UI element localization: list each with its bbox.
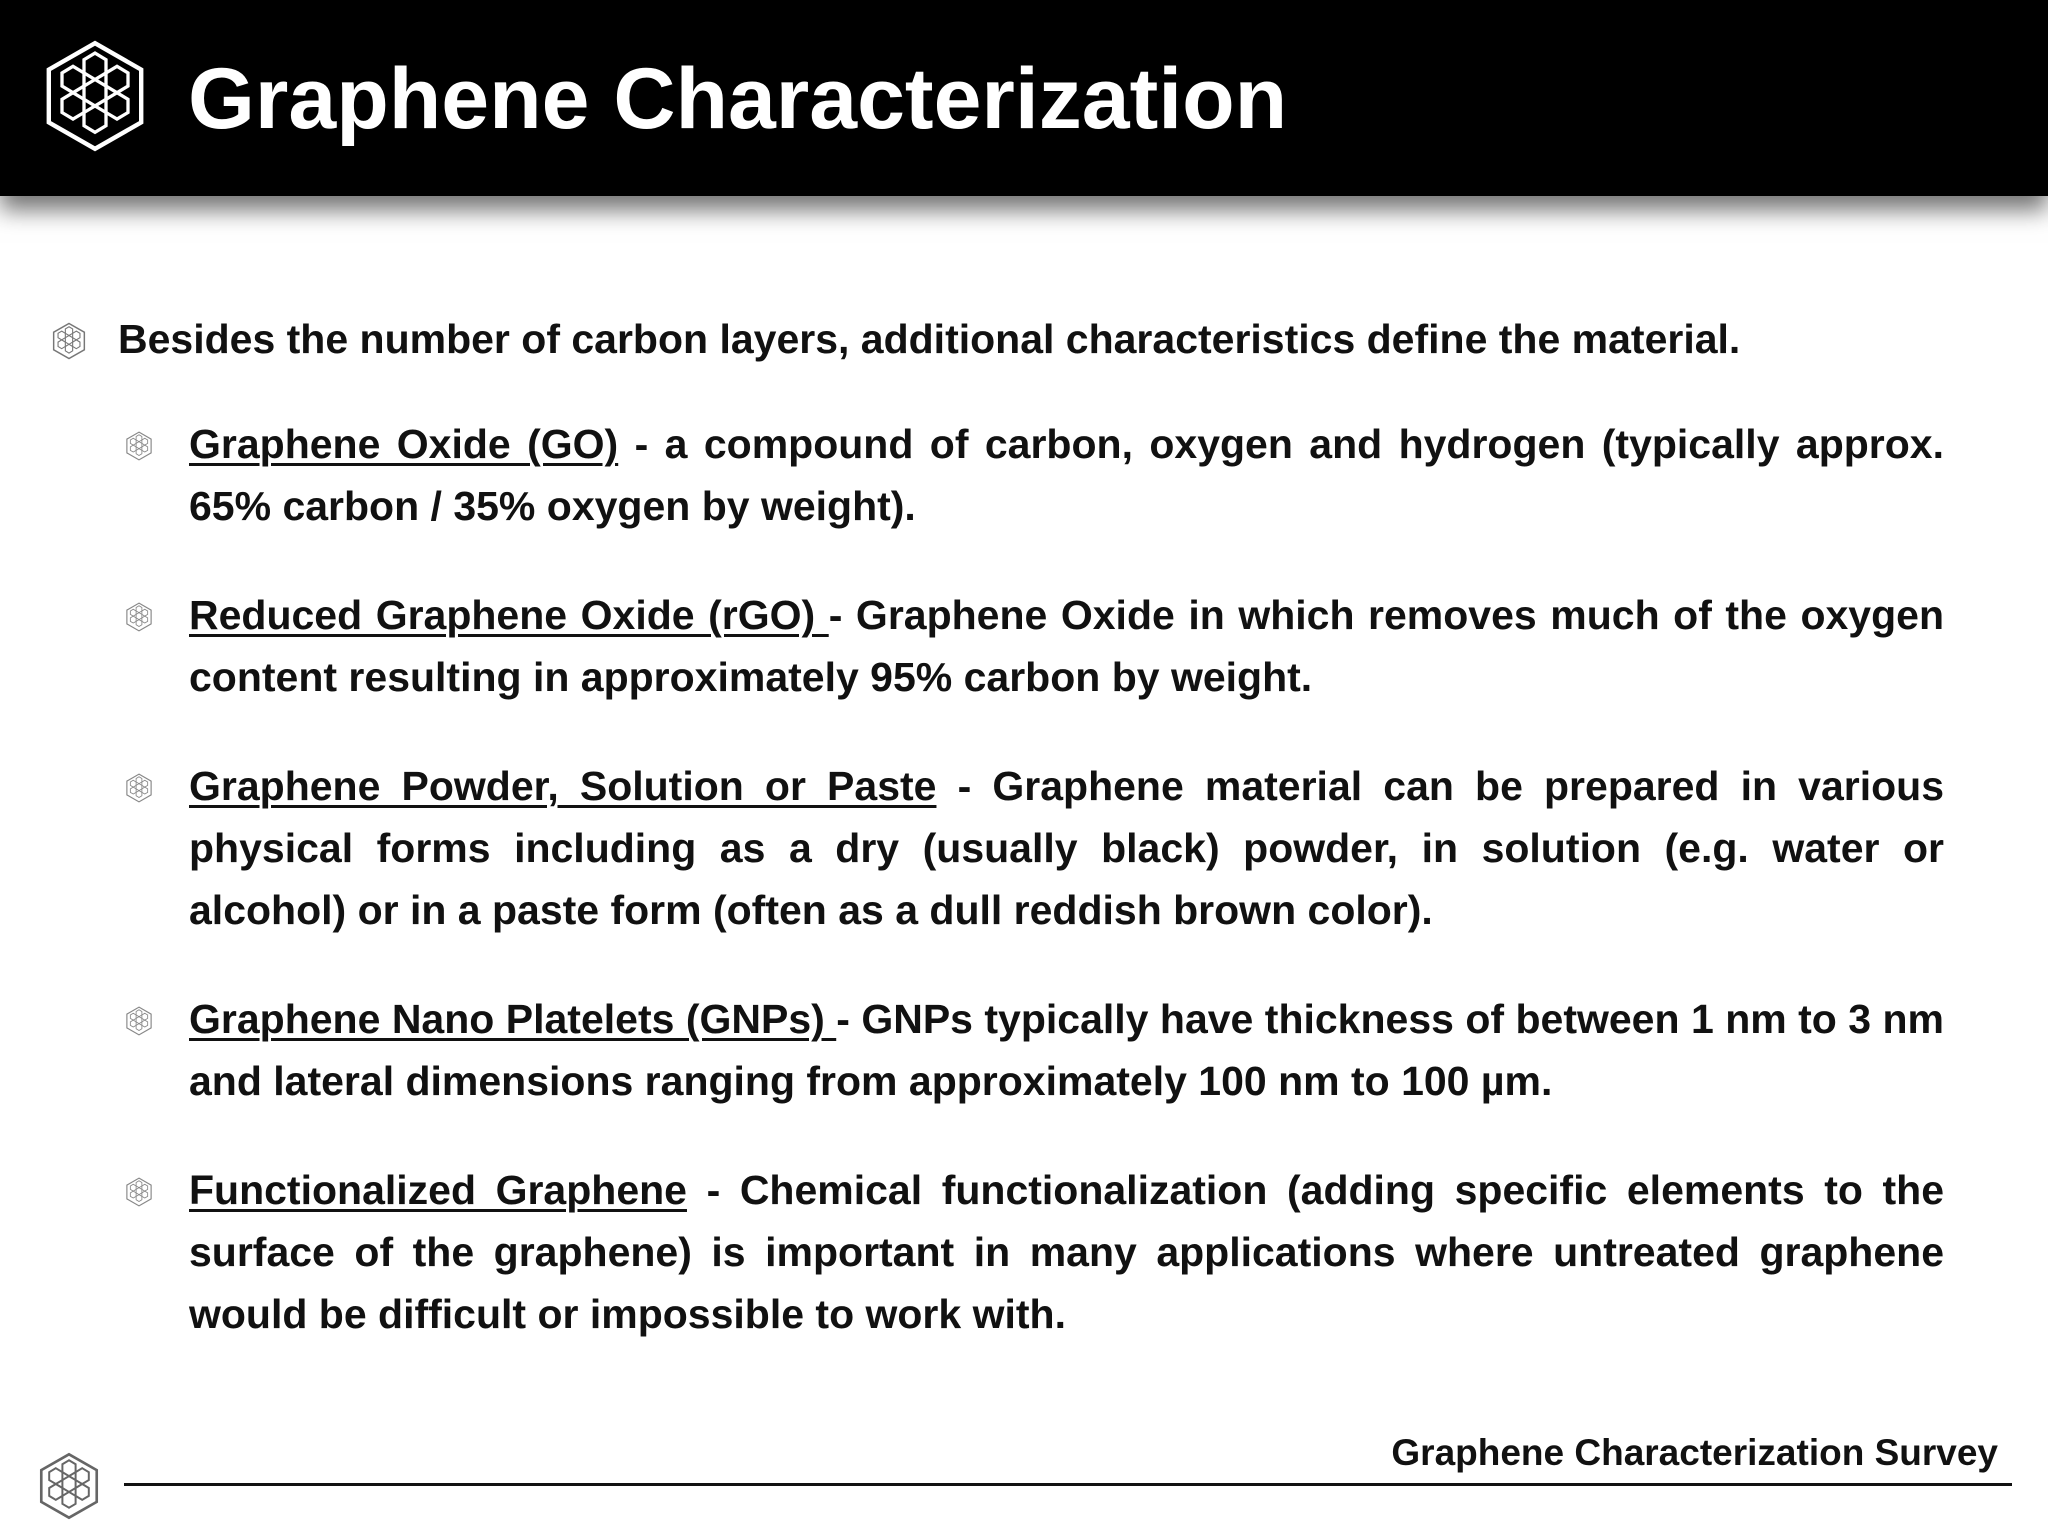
item-term: Reduced Graphene Oxide (rGO) (189, 592, 829, 638)
graphene-bullet-icon (124, 431, 154, 461)
item-description: Graphene material can be prepared in various physical forms including as a dry (usually black) powder, in solution (e.g. water or alcohol) or in a paste form (often as a dull reddish brown color). (189, 763, 1944, 933)
graphene-bullet-icon (124, 1006, 154, 1036)
item-description: GNPs typically have thickness of between 1 nm to 3 nm and lateral dimensions ranging from approximately 100 nm to 100 µm. (189, 996, 1944, 1104)
title-bar (0, 0, 2048, 196)
graphene-bullet-icon (124, 1177, 154, 1207)
item-term: Graphene Nano Platelets (GNPs) (189, 996, 837, 1042)
item-separator: - (828, 592, 856, 638)
graphene-molecule-icon (36, 1450, 102, 1522)
item-separator: - (836, 996, 862, 1042)
item-separator: - (686, 1167, 740, 1213)
item-term: Graphene Oxide (GO) (189, 421, 619, 467)
list-item (122, 1159, 1944, 1345)
item-separator: - (618, 421, 665, 467)
graphene-bullet-icon (124, 773, 154, 803)
list-item (122, 988, 1944, 1112)
list-item (122, 755, 1944, 941)
item-description: Graphene Oxide in which removes much of the oxygen content resulting in approximately 95% carbon by weight. (189, 592, 1944, 700)
graphene-bullet-icon (124, 602, 154, 632)
item-separator: - (936, 763, 993, 809)
item-term: Functionalized Graphene (189, 1167, 687, 1213)
list-item (122, 413, 1944, 537)
slide-title: Graphene Characterization (188, 51, 1288, 147)
footer-divider (124, 1483, 2012, 1486)
graphene-molecule-icon (40, 38, 150, 154)
item-description: a compound of carbon, oxygen and hydrogen (typically approx. 65% carbon / 35% oxygen by weight). (189, 421, 1944, 529)
item-term: Graphene Powder, Solution or Paste (189, 763, 937, 809)
footer-text: Graphene Characterization Survey (1391, 1432, 1998, 1473)
intro-text: Besides the number of carbon layers, additional characteristics define the material. (118, 316, 1741, 362)
list-item (122, 584, 1944, 708)
characteristics-list (122, 413, 1944, 1392)
graphene-bullet-icon (50, 322, 88, 360)
item-description: Chemical functionalization (adding specific elements to the surface of the graphene) is important in many applications where untreated graphene would be difficult or impossible to work with. (189, 1167, 1944, 1337)
